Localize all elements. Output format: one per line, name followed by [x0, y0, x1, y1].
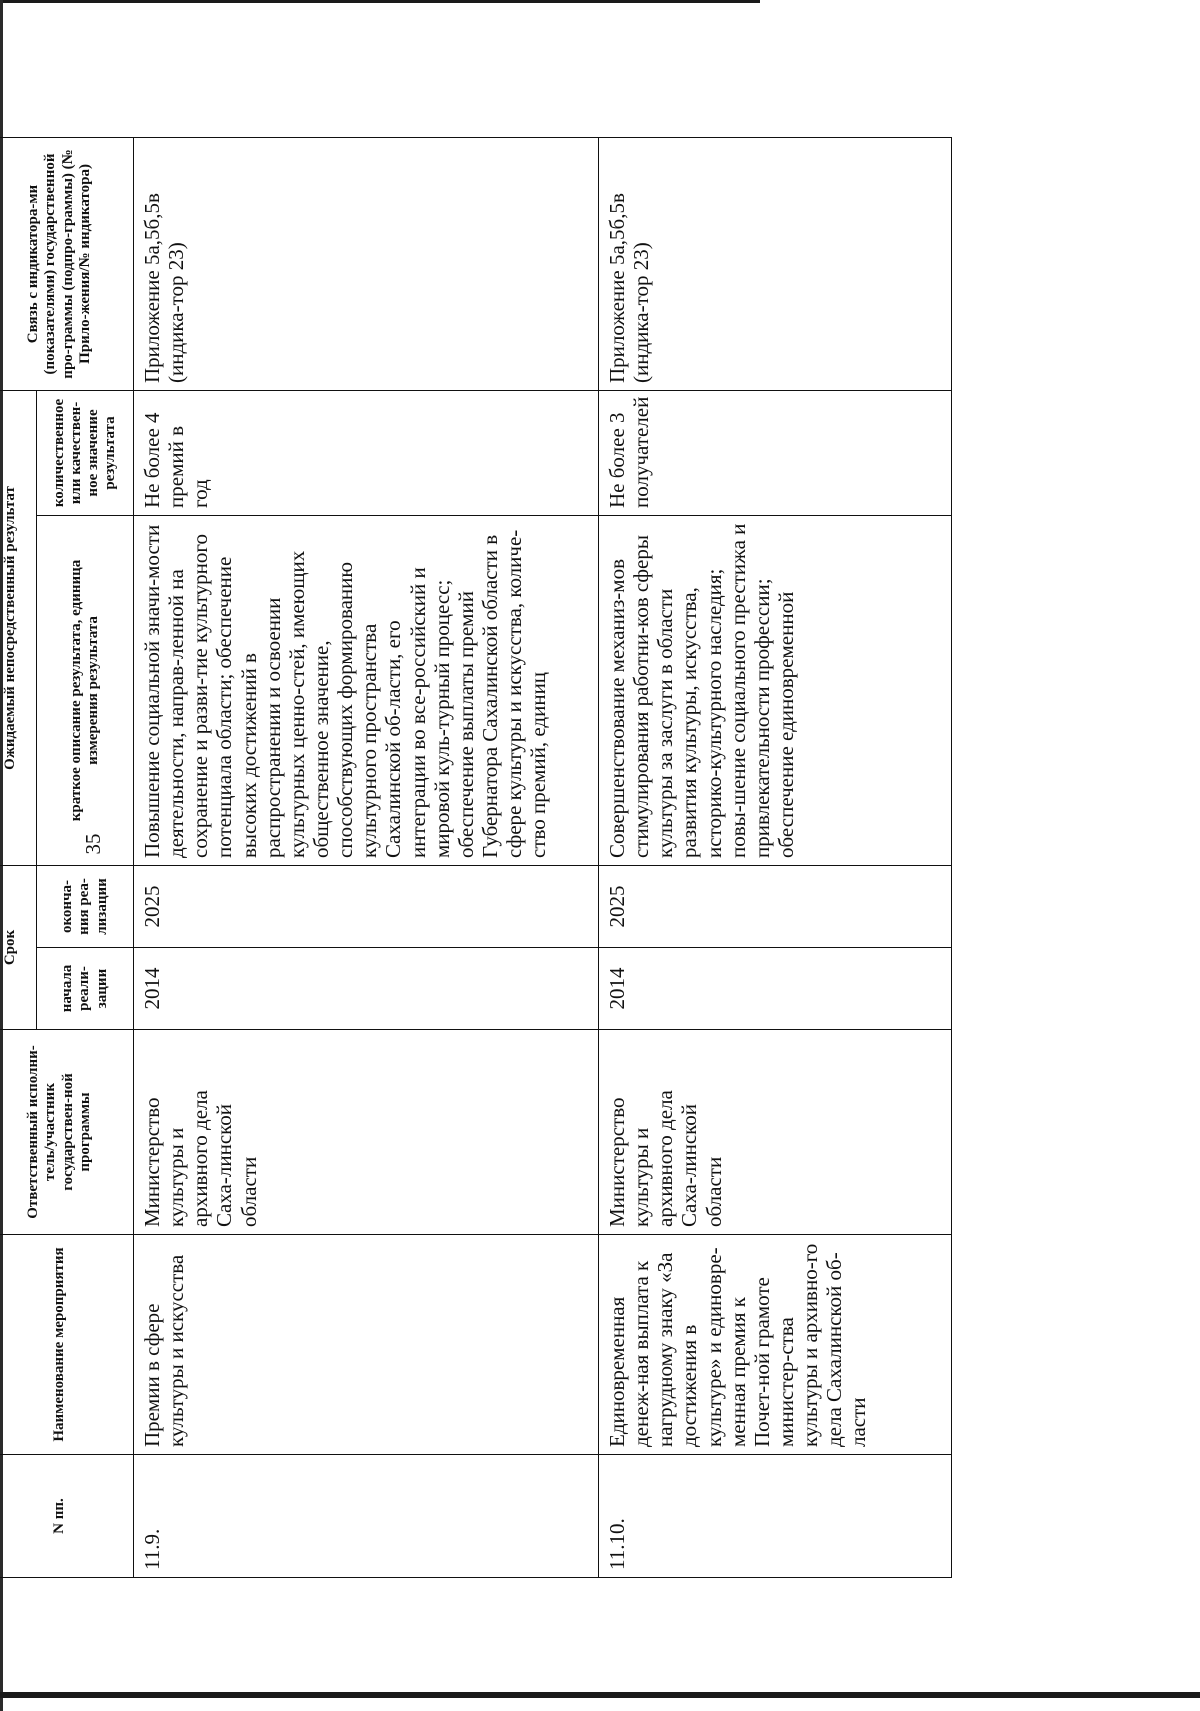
- row-num: 11.9.: [134, 1455, 599, 1578]
- table-row: [599, 137, 952, 1577]
- header-term-start: начала реали-зации: [37, 948, 134, 1030]
- row-name: Единовременная денеж-ная выплата к нагрудному знаку «За достижения в культуре» и единовре-менная премия к Почет-ной грамоте министер-ства культуры и архивно-го дела Сахалинской об-ласти: [599, 1235, 952, 1455]
- header-row-main: [0, 137, 37, 1577]
- row-num: 11.10.: [599, 1455, 952, 1578]
- row-result-quant: Не более 4 премий в год: [134, 390, 599, 515]
- row-indicator-link: Приложение 5а,5б,5в (индика-тор 23): [134, 137, 599, 390]
- row-end-year: 2025: [134, 865, 599, 947]
- scan-top-edge: [0, 0, 760, 3]
- header-indicator-link: Связь с индикатора-ми (показателями) государственной про-граммы (подпро-граммы) (№ Прило-жения/№ индикатора): [0, 137, 134, 390]
- scan-bottom-edge: [0, 1692, 1200, 1698]
- header-term: Срок: [0, 865, 37, 1029]
- header-result-brief: краткое описание результата, единица измерения результата: [37, 515, 134, 865]
- header-term-end: оконча-ния реа-лизации: [37, 865, 134, 947]
- table-row: [134, 137, 599, 1577]
- header-responsible: Ответственный исполни-тель/участник государствен-ной программы: [0, 1030, 134, 1235]
- header-result-quant: количественное или качествен-ное значение результата: [37, 390, 134, 515]
- header-num: N пп.: [0, 1455, 134, 1578]
- row-result-quant: Не более 3 получателей: [599, 390, 952, 515]
- row-start-year: 2014: [134, 948, 599, 1030]
- row-end-year: 2025: [599, 865, 952, 947]
- row-result-brief: Совершенствование механиз-мов стимулирования работни-ков сферы культуры за заслуги в области развития культуры, искусства, историко-культурного наследия; повы-шение социального престижа и привлекательности профессии; обеспечение единовременной: [599, 515, 952, 865]
- header-expected-result: Ожидаемый непосредственный результат: [0, 390, 37, 865]
- header-name: Наименование мероприятия: [0, 1235, 134, 1455]
- measures-table: [0, 137, 952, 1578]
- row-indicator-link: Приложение 5а,5б,5в (индика-тор 23): [599, 137, 952, 390]
- measures-table-container: [0, 138, 905, 1578]
- row-start-year: 2014: [599, 948, 952, 1030]
- row-name: Премии в сфере культуры и искусства: [134, 1235, 599, 1455]
- row-responsible: Министерство культуры и архивного дела Саха-линской области: [134, 1030, 599, 1235]
- page-number: 35: [81, 833, 105, 855]
- row-responsible: Министерство культуры и архивного дела Саха-линской области: [599, 1030, 952, 1235]
- row-result-brief: Повышение социальной значи-мости деятельности, направ-ленной на сохранение и разви-тие культурного потенциала области; обеспечение высоких достижений в распространении и освоении культурных ценно-стей, имеющих общественное значение, способствующих формированию культурного пространства Сахалинской об-ласти, его интеграции во все-российский и мировой куль-турный процесс; обеспечение выплаты премий Губернатора Сахалинской области в сфере культуры и искусства, количе-ство премий, единиц: [134, 515, 599, 865]
